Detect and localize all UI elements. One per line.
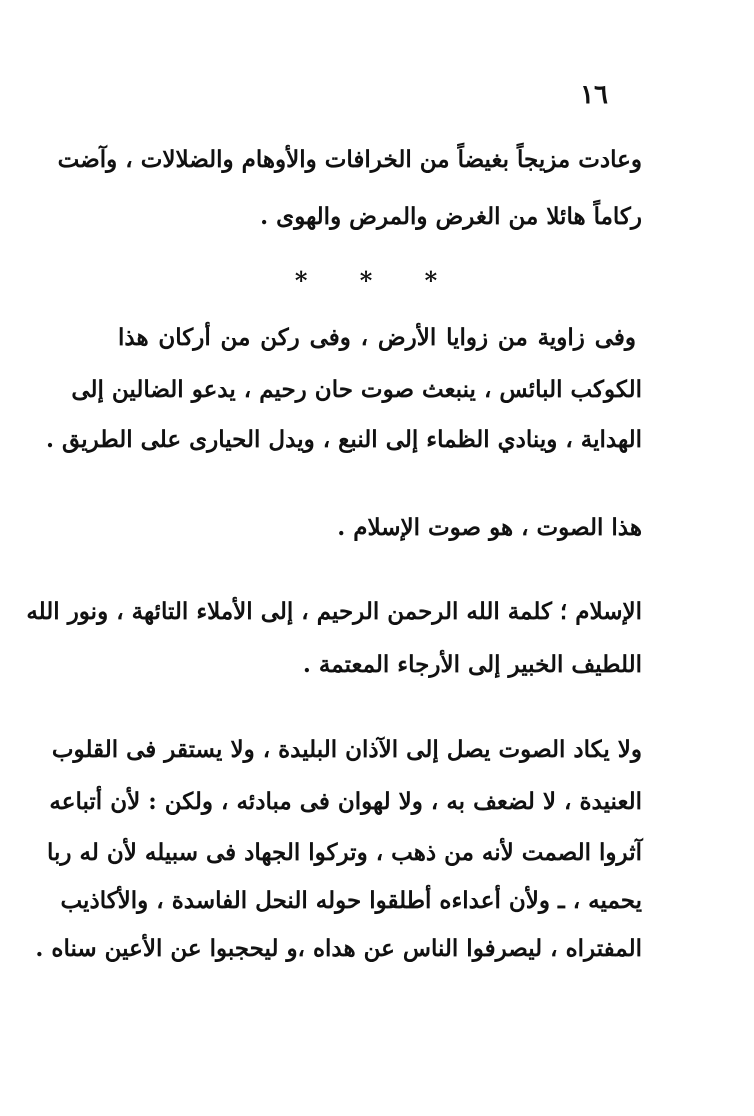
section-separator: * * * — [294, 266, 460, 295]
text-line: وعادت مزيجاً بغيضاً من الخرافات والأوهام والضلالات ، وآضت — [57, 146, 642, 173]
text-line: اللطيف الخبير إلى الأرجاء المعتمة . — [302, 651, 642, 678]
text-line: الهداية ، وينادي الظماء إلى النبع ، ويدل الحيارى على الطريق . — [46, 426, 642, 453]
page-number: ١٦ — [580, 80, 608, 110]
text-line: المفتراه ، ليصرفوا الناس عن هداه ،و ليحجبوا عن الأعين سناه . — [35, 935, 642, 962]
text-line: الكوكب البائس ، ينبعث صوت حان رحيم ، يدعو الضالين إلى — [71, 376, 642, 403]
text-line: ولا يكاد الصوت يصل إلى الآذان البليدة ، ولا يستقر فى القلوب — [51, 736, 642, 763]
text-line: العنيدة ، لا لضعف به ، ولا لهوان فى مبادئه ، ولكن : لأن أتباعه — [49, 788, 642, 815]
text-line: ركاماً هائلا من الغرض والمرض والهوى . — [260, 203, 642, 230]
text-line: وفى زاوية من زوايا الأرض ، وفى ركن من أركان هذا — [118, 324, 636, 351]
text-line: آثروا الصمت لأنه من ذهب ، وتركوا الجهاد فى سبيله لأن له ربا — [47, 839, 642, 866]
text-line: يحميه ، ـ ولأن أعداءه أطلقوا حوله النحل الفاسدة ، والأكاذيب — [60, 887, 642, 914]
text-line: هذا الصوت ، هو صوت الإسلام . — [337, 514, 642, 541]
text-line: الإسلام ؛ كلمة الله الرحمن الرحيم ، إلى الأملاء التائهة ، ونور الله — [26, 598, 642, 625]
